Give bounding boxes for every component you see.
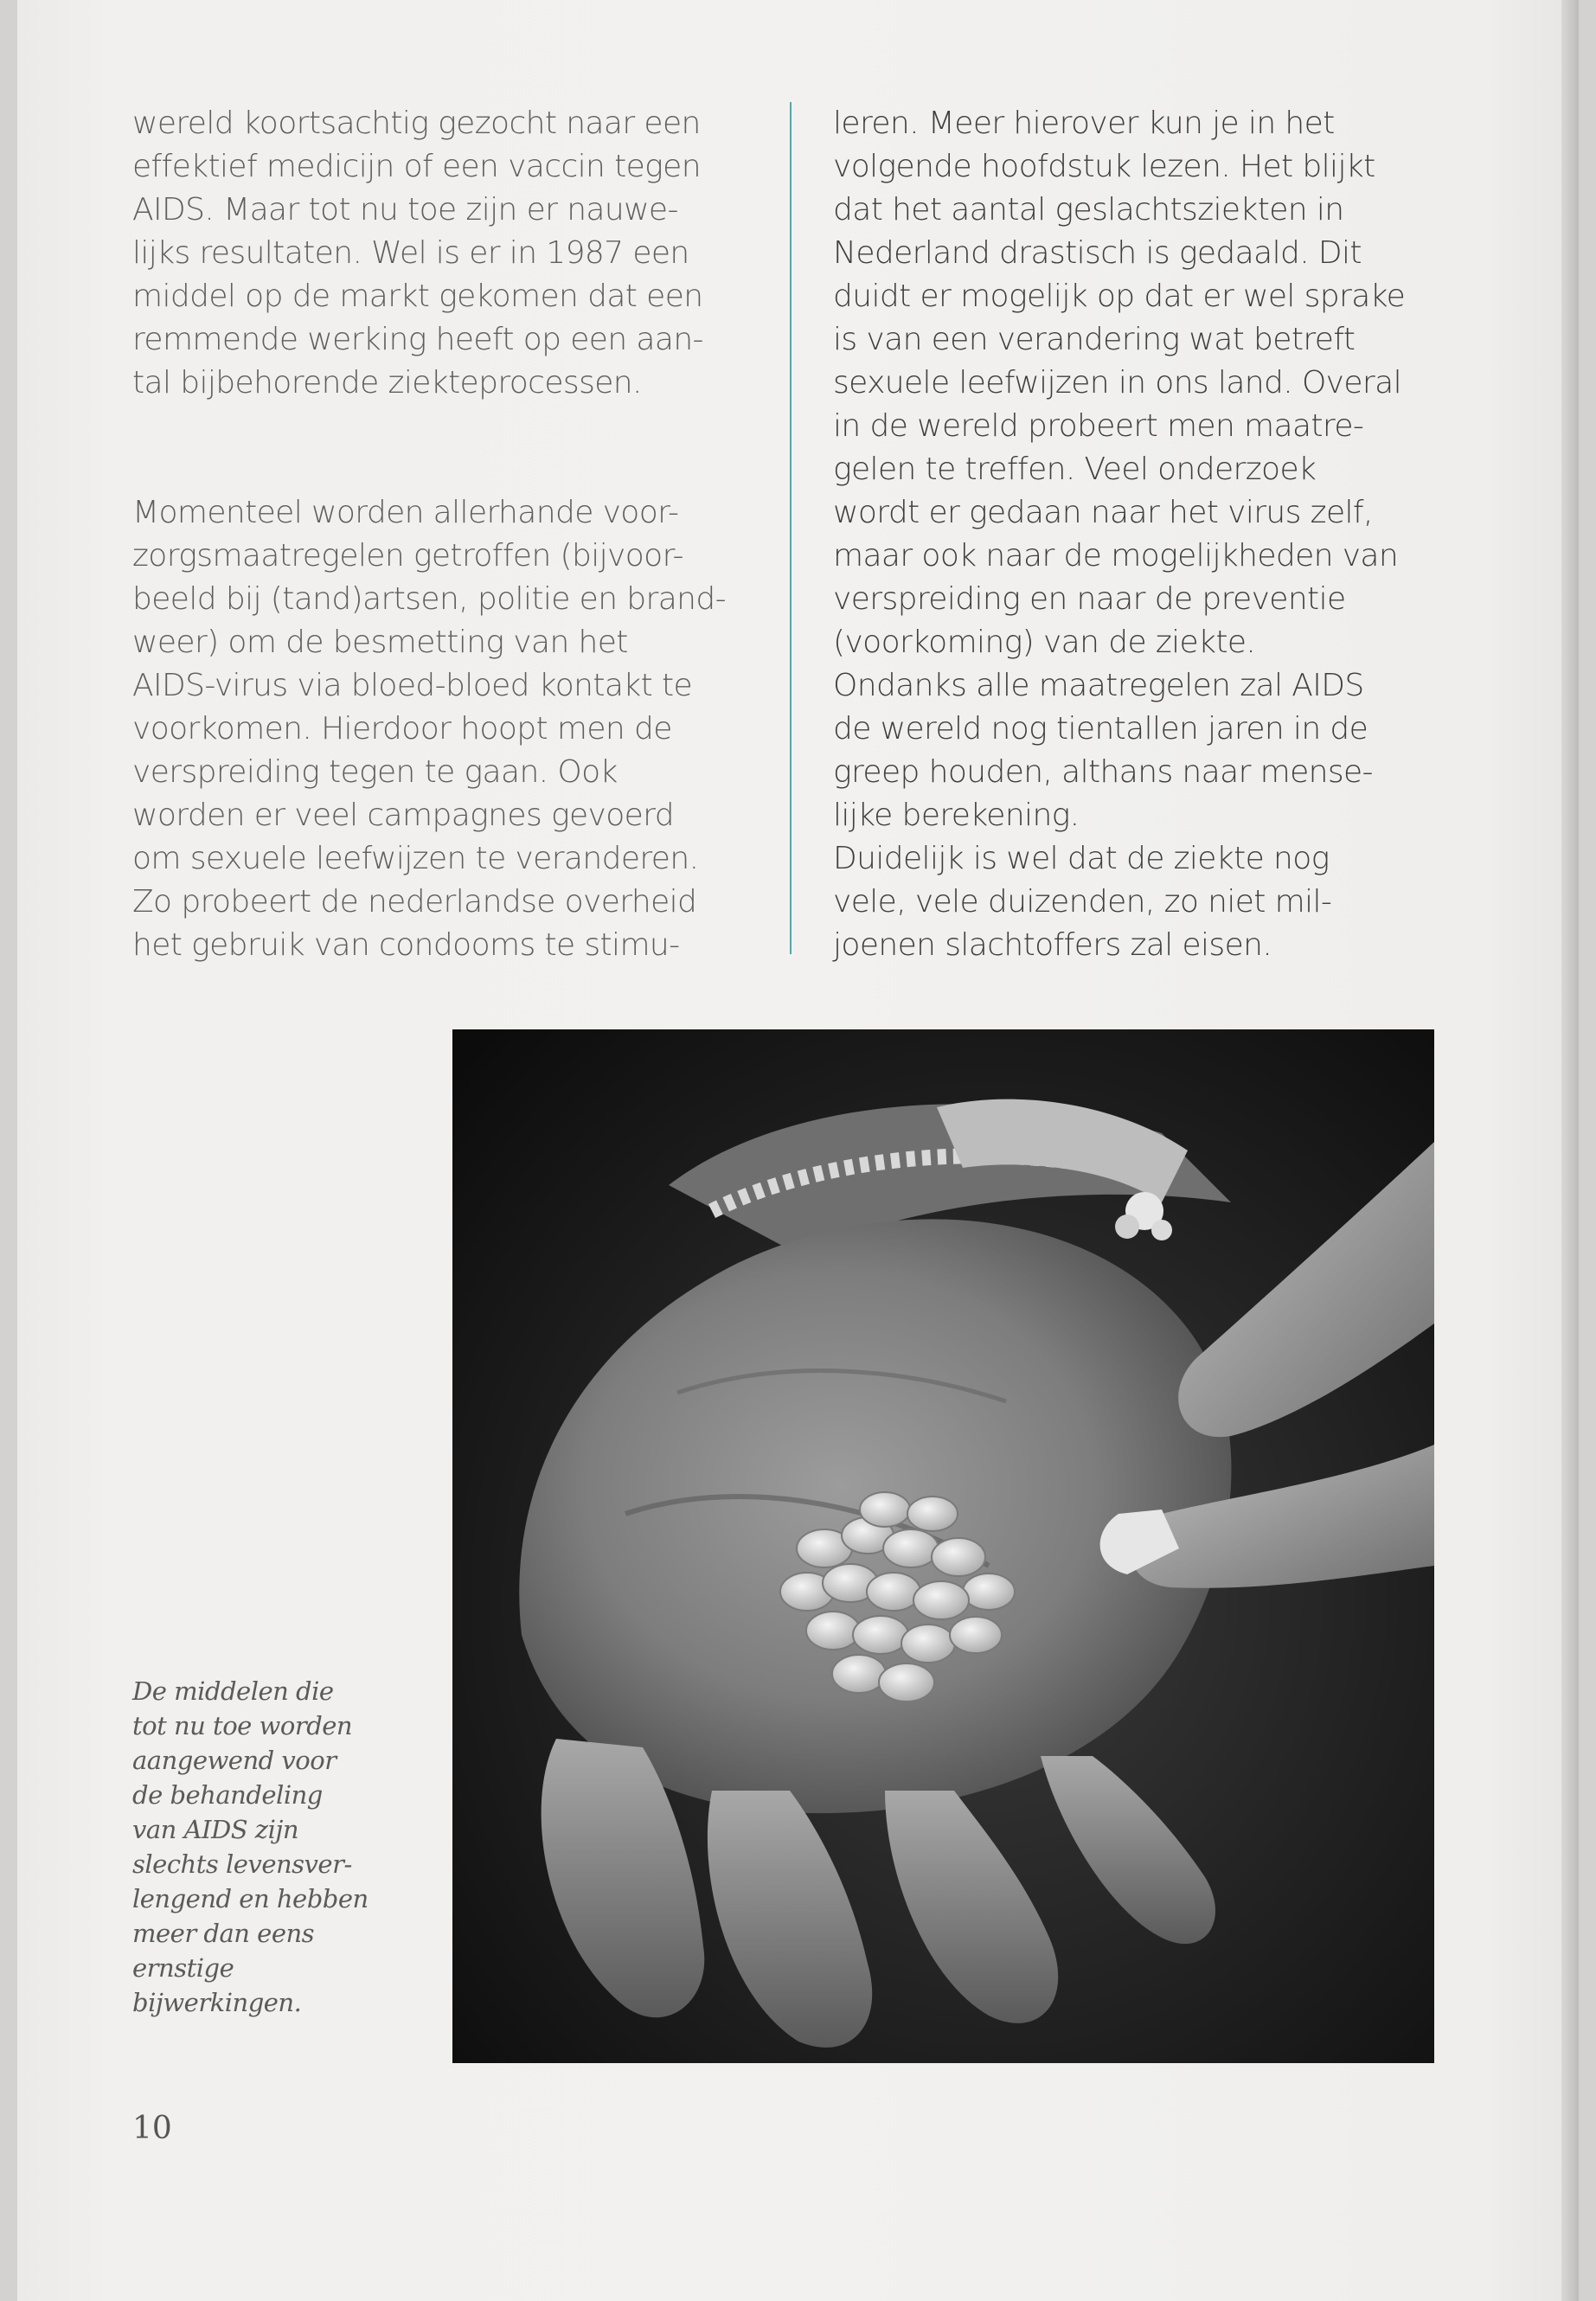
text-line: Momenteel worden allerhande voor-	[132, 495, 679, 530]
text-line: volgende hoofdstuk lezen. Het blijkt	[833, 149, 1375, 184]
text-line: om sexuele leefwijzen te veranderen.	[132, 841, 699, 876]
text-line: sexuele leefwijzen in ons land. Overal	[833, 365, 1401, 401]
text-line: weer) om de besmetting van het	[132, 625, 628, 660]
text-line: beeld bij (tand)artsen, politie en brand-	[132, 581, 727, 617]
right-text-column	[833, 102, 1473, 967]
text-line: middel op de markt gekomen dat een	[132, 279, 703, 314]
text-line: gelen te treffen. Veel onderzoek	[833, 452, 1317, 487]
caption-line: meer dan eens	[132, 1919, 315, 1948]
text-line: leren. Meer hierover kun je in het	[833, 106, 1335, 141]
text-line: remmende werking heeft op een aan-	[132, 322, 703, 357]
text-line: duidt er mogelijk op dat er wel sprake	[833, 279, 1406, 314]
caption-line: ernstige	[132, 1953, 234, 1983]
left-paragraph-1	[132, 102, 764, 405]
text-line: lijks resultaten. Wel is er in 1987 een	[132, 235, 689, 271]
text-line: de wereld nog tientallen jaren in de	[833, 711, 1368, 747]
text-line: worden er veel campagnes gevoerd	[132, 798, 674, 833]
text-line: tal bijbehorende ziekteprocessen.	[132, 365, 642, 401]
photo-caption	[132, 1674, 426, 2020]
text-line: Duidelijk is wel dat de ziekte nog	[833, 841, 1330, 876]
text-line: greep houden, althans naar mense-	[833, 754, 1373, 790]
text-line: voorkomen. Hierdoor hoopt men de	[132, 711, 672, 747]
text-line: wordt er gedaan naar het virus zelf,	[833, 495, 1373, 530]
text-line: verspreiding en naar de preventie	[833, 581, 1346, 617]
caption-line: bijwerkingen.	[132, 1988, 302, 2017]
text-line: dat het aantal geslachtsziekten in	[833, 192, 1344, 228]
book-page	[17, 0, 1579, 2301]
caption-line: aangewend voor	[132, 1746, 337, 1775]
column-divider	[790, 102, 792, 954]
caption-line: tot nu toe worden	[132, 1711, 353, 1740]
text-line: is van een verandering wat betreft	[833, 322, 1356, 357]
photo-hand-with-pills	[452, 1029, 1434, 2063]
text-line: effektief medicijn of een vaccin tegen	[132, 149, 701, 184]
text-line: Ondanks alle maatregelen zal AIDS	[833, 668, 1364, 703]
text-line: joenen slachtoffers zal eisen.	[833, 927, 1272, 963]
caption-line: slechts levensver-	[132, 1849, 352, 1879]
page-edge-shadow	[1561, 0, 1579, 2301]
text-line: AIDS. Maar tot nu toe zijn er nauwe-	[132, 192, 678, 228]
text-line: (voorkoming) van de ziekte.	[833, 625, 1256, 660]
text-line: maar ook naar de mogelijkheden van	[833, 538, 1399, 574]
text-line: wereld koortsachtig gezocht naar een	[132, 106, 701, 141]
caption-line: De middelen die	[132, 1676, 334, 1706]
caption-line: lengend en hebben	[132, 1884, 369, 1913]
text-line: Zo probeert de nederlandse overheid	[132, 884, 697, 920]
caption-line: de behandeling	[132, 1780, 323, 1810]
text-line: in de wereld probeert men maatre-	[833, 408, 1364, 444]
text-line: zorgsmaatregelen getroffen (bijvoor-	[132, 538, 683, 574]
left-text-column	[132, 102, 764, 967]
page-number: 10	[132, 2111, 172, 2146]
text-line: vele, vele duizenden, zo niet mil-	[833, 884, 1332, 920]
text-line: het gebruik van condooms te stimu-	[132, 927, 680, 963]
text-line: Nederland drastisch is gedaald. Dit	[833, 235, 1362, 271]
left-paragraph-2	[132, 491, 764, 967]
text-line: AIDS-virus via bloed-bloed kontakt te	[132, 668, 693, 703]
caption-line: van AIDS zijn	[132, 1815, 299, 1844]
text-line: verspreiding tegen te gaan. Ook	[132, 754, 618, 790]
text-line: lijke berekening.	[833, 798, 1080, 833]
